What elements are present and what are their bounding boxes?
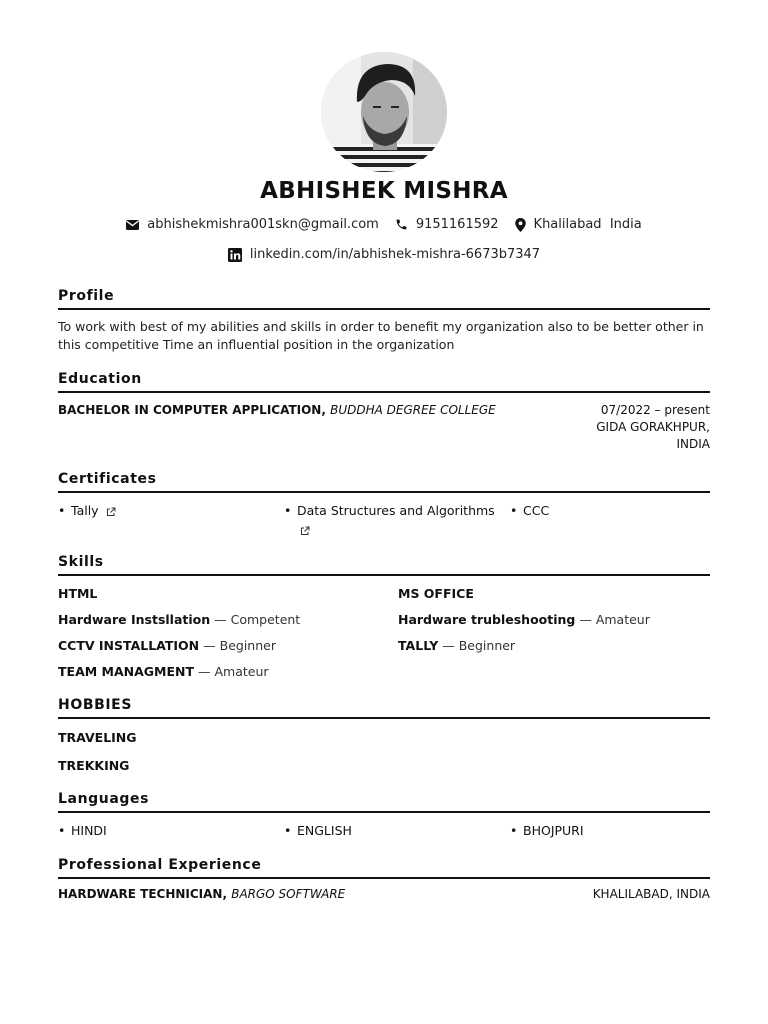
email-contact[interactable]	[126, 217, 379, 232]
education-degree-school	[58, 402, 496, 453]
skill-item	[58, 611, 398, 628]
profile-section	[58, 288, 710, 354]
skills-section	[58, 554, 710, 680]
education-meta	[580, 402, 710, 453]
section-title: Profile	[58, 288, 710, 310]
section-title: Skills	[58, 554, 710, 576]
profile-photo	[321, 52, 447, 172]
phone-icon	[395, 218, 408, 231]
contact-row-linkedin	[0, 247, 768, 262]
skill-name: TALLY	[398, 638, 439, 653]
skill-name: Hardware trubleshooting	[398, 612, 576, 627]
education-school: BUDDHA DEGREE COLLEGE	[330, 403, 496, 417]
external-link-icon[interactable]	[300, 526, 310, 536]
certificate-item[interactable]	[58, 501, 284, 539]
certificates-list	[58, 501, 710, 539]
skill-level: — Competent	[214, 612, 301, 627]
skill-name: CCTV INSTALLATION	[58, 638, 200, 653]
language-item	[510, 821, 710, 840]
bullet: •	[510, 823, 518, 838]
skill-item	[398, 637, 710, 654]
experience-company: BARGO SOFTWARE	[231, 887, 346, 901]
bullet: •	[284, 823, 292, 838]
section-title: HOBBIES	[58, 697, 710, 719]
section-title: Languages	[58, 791, 710, 813]
language-item	[58, 821, 284, 840]
skill-item	[398, 611, 710, 628]
skills-list	[58, 585, 710, 680]
certificate-name: CCC	[523, 503, 550, 518]
location-contact	[515, 217, 642, 232]
certificate-name: Tally	[71, 503, 99, 518]
language-item	[284, 821, 510, 840]
hobby-item: TREKKING	[58, 758, 130, 773]
languages-list	[58, 821, 710, 840]
education-degree: BACHELOR IN COMPUTER APPLICATION,	[58, 403, 326, 417]
map-pin-icon	[515, 218, 526, 232]
language-name: ENGLISH	[297, 823, 352, 838]
location-text: Khalilabad India	[533, 217, 642, 232]
skill-name: Hardware Instsllation	[58, 612, 211, 627]
skill-item	[58, 585, 398, 602]
section-title: Education	[58, 371, 710, 393]
skill-level: — Amateur	[198, 664, 269, 679]
bullet: •	[58, 503, 66, 518]
experience-section	[58, 857, 710, 903]
language-name: BHOJPURI	[523, 823, 584, 838]
skill-name: MS OFFICE	[398, 586, 474, 601]
skill-item	[58, 663, 398, 680]
linkedin-text: linkedin.com/in/abhishek-mishra-6673b7347	[249, 247, 541, 262]
external-link-icon[interactable]	[106, 507, 116, 517]
skill-item	[398, 585, 710, 602]
skill-level: — Beginner	[442, 638, 516, 653]
certificate-item[interactable]	[510, 501, 710, 539]
skill-level: — Beginner	[203, 638, 276, 653]
education-dates: 07/2022 – present	[600, 403, 710, 417]
skill-name: TEAM MANAGMENT	[58, 664, 195, 679]
bullet: •	[510, 503, 518, 518]
education-place: GIDA GORAKHPUR, INDIA	[596, 420, 710, 451]
contact-row	[0, 217, 768, 232]
phone-text: 9151161592	[415, 217, 499, 232]
hobby-item: TRAVELING	[58, 730, 137, 745]
phone-contact[interactable]	[395, 217, 499, 232]
linkedin-icon	[228, 248, 242, 262]
bullet: •	[284, 503, 292, 518]
language-name: HINDI	[71, 823, 107, 838]
linkedin-contact[interactable]	[228, 247, 540, 262]
languages-section	[58, 791, 710, 840]
experience-entry	[58, 886, 710, 903]
section-title: Professional Experience	[58, 857, 710, 879]
experience-role-company	[58, 886, 345, 903]
section-title: Certificates	[58, 471, 710, 493]
experience-location: KHALILABAD, INDIA	[592, 887, 710, 901]
skill-level: — Amateur	[579, 612, 650, 627]
certificate-item[interactable]	[284, 501, 510, 539]
education-entry	[58, 402, 710, 453]
person-name: ABHISHEK MISHRA	[260, 178, 508, 204]
skill-item	[58, 637, 398, 654]
profile-text: To work with best of my abilities and skills in order to benefit my organization also to be better other in this competitive Time an influential position in the organization	[58, 319, 704, 352]
hobbies-section	[58, 697, 710, 775]
bullet: •	[58, 823, 66, 838]
skill-name: HTML	[58, 586, 98, 601]
education-section	[58, 371, 710, 453]
email-text: abhishekmishra001skn@gmail.com	[147, 217, 379, 232]
certificate-name: Data Structures and Algorithms	[297, 503, 495, 518]
experience-role: HARDWARE TECHNICIAN,	[58, 887, 228, 901]
certificates-section	[58, 471, 710, 539]
envelope-icon	[126, 220, 139, 230]
